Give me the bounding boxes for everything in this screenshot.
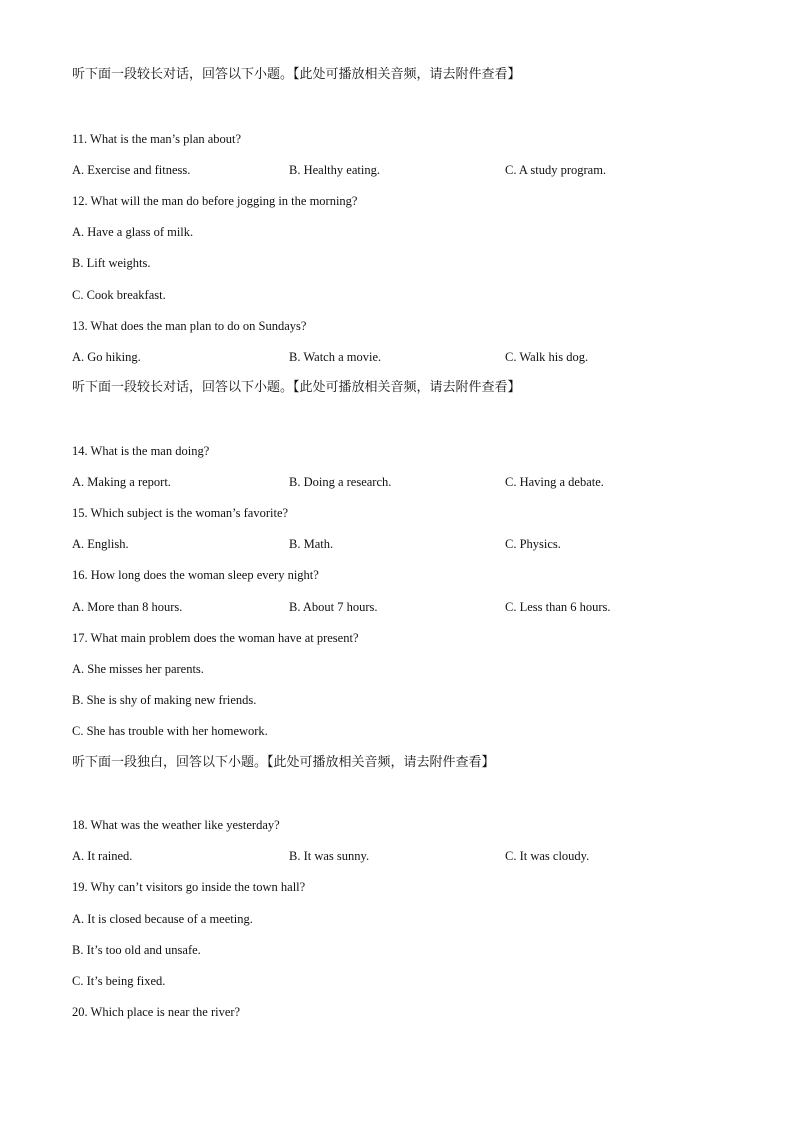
question-15-option-b: B. Math. bbox=[289, 537, 334, 551]
question-19-option-c: C. It’s being fixed. bbox=[72, 974, 166, 988]
question-11-option-a: A. Exercise and fitness. bbox=[72, 163, 191, 177]
question-15: 15. Which subject is the woman’s favorite? bbox=[72, 506, 289, 520]
question-14-option-b: B. Doing a research. bbox=[289, 475, 392, 489]
section-instruction: 听下面一段较长对话，回答以下小题。【此处可播放相关音频，请去附件查看】 bbox=[72, 67, 521, 82]
question-14-option-a: A. Making a report. bbox=[72, 475, 171, 489]
question-20: 20. Which place is near the river? bbox=[72, 1005, 241, 1019]
question-11: 11. What is the man’s plan about? bbox=[72, 132, 242, 146]
question-16: 16. How long does the woman sleep every night? bbox=[72, 568, 319, 582]
question-19-option-a: A. It is closed because of a meeting. bbox=[72, 912, 253, 926]
question-12: 12. What will the man do before jogging in the morning? bbox=[72, 194, 358, 208]
question-15-option-c: C. Physics. bbox=[505, 537, 561, 551]
question-18-option-c: C. It was cloudy. bbox=[505, 849, 590, 863]
question-14-option-c: C. Having a debate. bbox=[505, 475, 604, 489]
question-14: 14. What is the man doing? bbox=[72, 444, 210, 458]
question-17-option-a: A. She misses her parents. bbox=[72, 662, 204, 676]
question-12-option-a: A. Have a glass of milk. bbox=[72, 225, 194, 239]
question-13-option-b: B. Watch a movie. bbox=[289, 350, 382, 364]
question-13-option-a: A. Go hiking. bbox=[72, 350, 141, 364]
question-12-option-b: B. Lift weights. bbox=[72, 256, 151, 270]
section-instruction: 听下面一段较长对话，回答以下小题。【此处可播放相关音频，请去附件查看】 bbox=[72, 380, 521, 395]
question-13: 13. What does the man plan to do on Sundays? bbox=[72, 319, 307, 333]
question-17-option-c: C. She has trouble with her homework. bbox=[72, 724, 268, 738]
question-16-option-b: B. About 7 hours. bbox=[289, 600, 378, 614]
question-17: 17. What main problem does the woman have at present? bbox=[72, 631, 359, 645]
question-11-option-c: C. A study program. bbox=[505, 163, 607, 177]
question-16-option-a: A. More than 8 hours. bbox=[72, 600, 183, 614]
section-instruction: 听下面一段独白，回答以下小题。【此处可播放相关音频，请去附件查看】 bbox=[72, 755, 495, 770]
question-12-option-c: C. Cook breakfast. bbox=[72, 288, 166, 302]
question-18-option-b: B. It was sunny. bbox=[289, 849, 370, 863]
question-18-option-a: A. It rained. bbox=[72, 849, 133, 863]
question-15-option-a: A. English. bbox=[72, 537, 129, 551]
question-19: 19. Why can’t visitors go inside the town hall? bbox=[72, 880, 306, 894]
question-13-option-c: C. Walk his dog. bbox=[505, 350, 589, 364]
question-16-option-c: C. Less than 6 hours. bbox=[505, 600, 611, 614]
question-17-option-b: B. She is shy of making new friends. bbox=[72, 693, 257, 707]
question-19-option-b: B. It’s too old and unsafe. bbox=[72, 943, 201, 957]
question-11-option-b: B. Healthy eating. bbox=[289, 163, 380, 177]
question-18: 18. What was the weather like yesterday? bbox=[72, 818, 280, 832]
